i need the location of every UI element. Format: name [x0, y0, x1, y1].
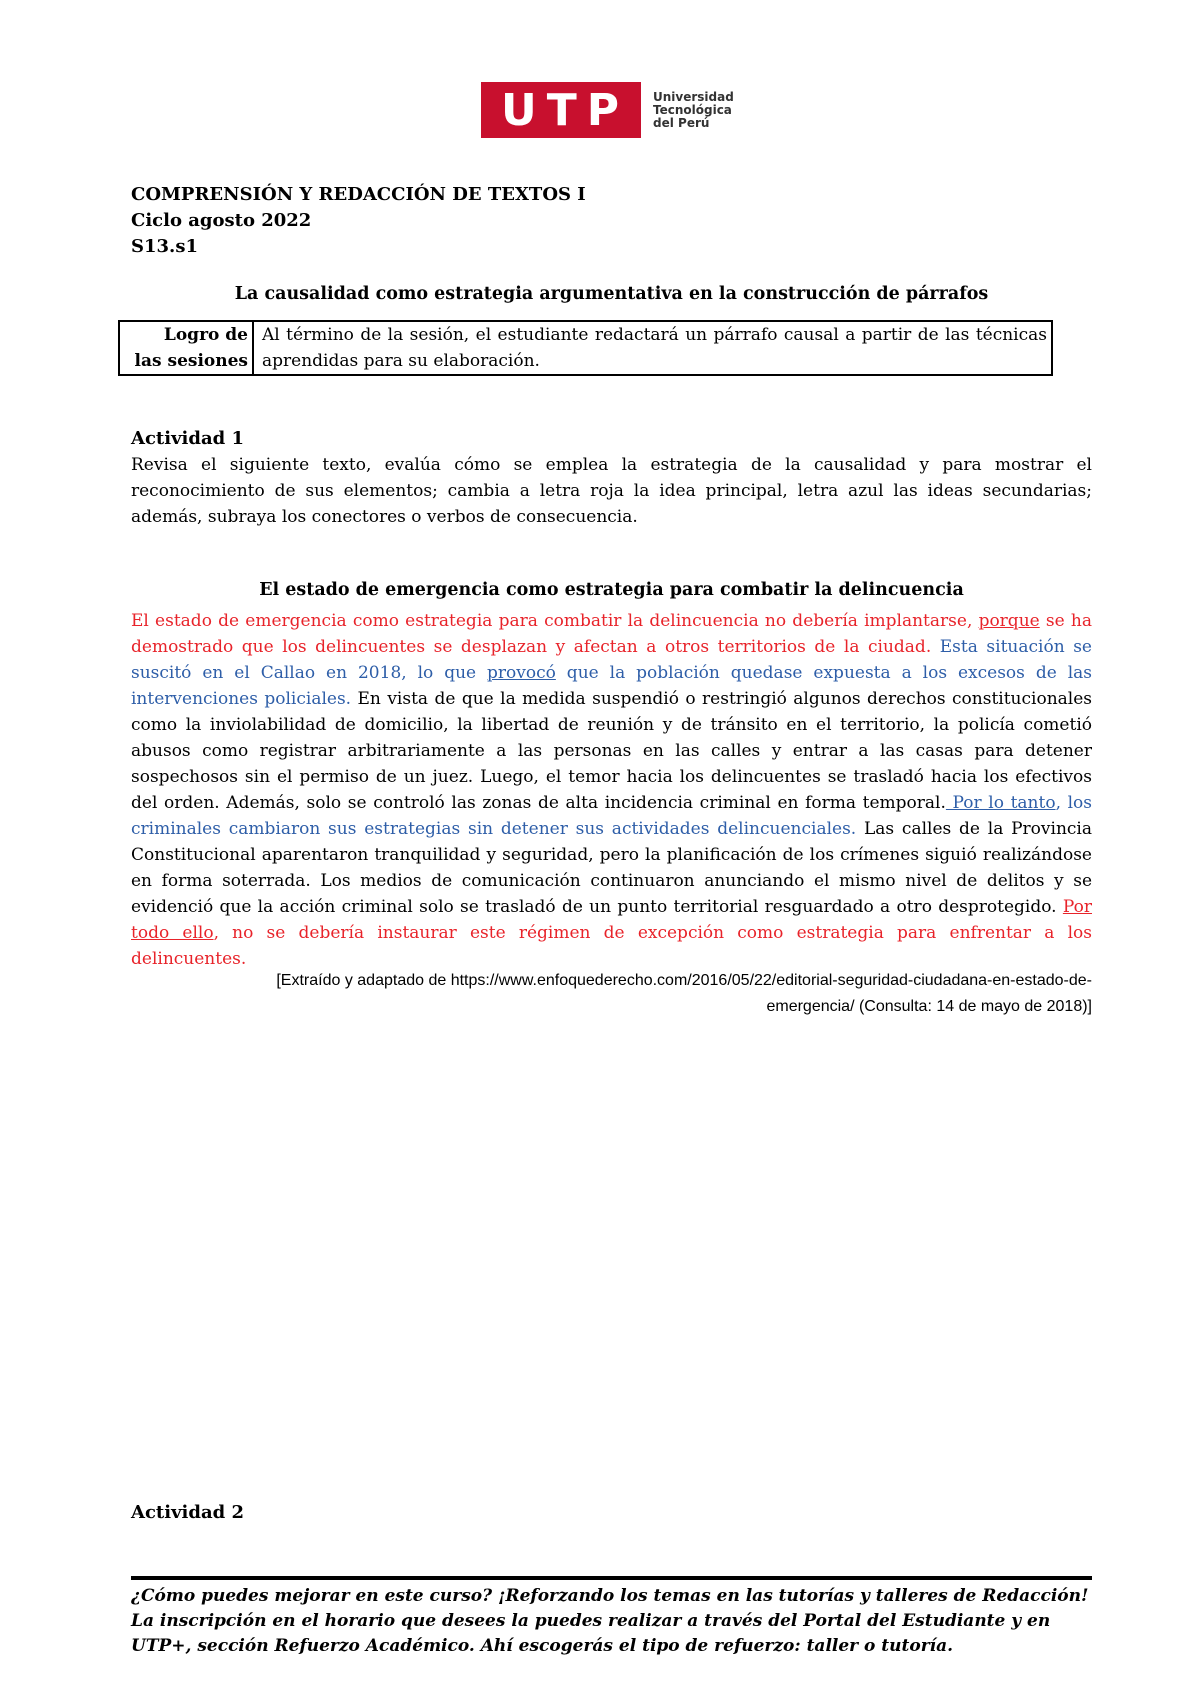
activity-1-title: Actividad 1: [131, 428, 245, 449]
utp-logo: [481, 82, 734, 138]
connector-porque: porque: [978, 611, 1040, 631]
logo-line-2: Tecnológica: [653, 102, 732, 117]
footer-note: ¿Cómo puedes mejorar en este curso? ¡Reforzando los temas en las tutorías y talleres de Redacción! La inscripción en el horario que desees la puedes realizar a través del Portal del Estudiante y en UTP+, sección Refuerzo Académico. Ahí escogerás el tipo de refuerzo: taller o tutoría.: [131, 1586, 1089, 1656]
reading-paragraph: [131, 608, 1092, 972]
main-idea-end: se ha demostrado que los delincuentes se desplazan y afectan a otros territorios de la ciudad.: [131, 611, 1092, 657]
supporting-text-2: Las calles de la Provincia Constitucional aparentaron tranquilidad y seguridad, pero la planificación de los crímenes siguió realizándose en forma soterrada. Los medios de comunicación continuaron anunciando el mismo nivel de delitos y se evidenció que la acción criminal solo se trasladó de un punto territorial resguardado a otro desprotegido.: [131, 819, 1093, 917]
logro-label: [119, 321, 253, 375]
source-line-2: emergencia/ (Consulta: 14 de mayo de 2018)]: [766, 998, 1092, 1015]
session-code: S13.s1: [131, 236, 198, 257]
footer-divider: [131, 1576, 1092, 1580]
course-cycle: Ciclo agosto 2022: [131, 210, 312, 231]
course-name: COMPRENSIÓN Y REDACCIÓN DE TEXTOS I: [131, 184, 586, 205]
main-idea-text: El estado de emergencia como estrategia para combatir la delincuencia no debería implantarse,: [131, 611, 979, 631]
logo-line-1: Universidad: [653, 89, 734, 104]
supporting-text: En vista de que la medida suspendió o restringió algunos derechos constitucionales como la inviolabilidad de domicilio, la libertad de reunión y de tránsito en el territorio, la policía cometió abusos como registrar arbitrariamente a las personas en las calles y entrar a las casas para detener sospechosos sin el permiso de un juez. Luego, el temor hacia los delincuentes se trasladó hacia los efectivos del orden. Además, solo se controló las zonas de alta incidencia criminal en forma temporal.: [131, 689, 1093, 813]
secondary-idea-2-end: , los criminales cambiaron sus estrategias sin detener sus actividades delincuenciales.: [131, 793, 1092, 839]
secondary-idea-1-end: que la población quedase expuesta a los excesos de las intervenciones policiales.: [131, 663, 1092, 709]
logro-text: Al término de la sesión, el estudiante redactará un párrafo causal a partir de las técnicas aprendidas para su elaboración.: [253, 321, 1052, 375]
secondary-idea-1-text: Esta situación se suscitó en el Callao en 2018, lo que: [131, 637, 1092, 683]
connector-por-lo-tanto: Por lo tanto: [945, 793, 1056, 813]
source-line-1: [Extraído y adaptado de https://www.enfoquederecho.com/2016/05/22/editorial-seguridad-ciudadana-en-estado-de-: [276, 972, 1092, 989]
activity-1-instructions: Revisa el siguiente texto, evalúa cómo se emplea la estrategia de la causalidad y para mostrar el reconocimiento de sus elementos; cambia a letra roja la idea principal, letra azul las ideas secundarias; además, subraya los conectores o verbos de consecuencia.: [131, 455, 1092, 527]
logro-row: [119, 321, 1052, 375]
source-citation: [131, 968, 1092, 1020]
session-title: La causalidad como estrategia argumentativa en la construcción de párrafos: [234, 284, 989, 304]
reading-title: El estado de emergencia como estrategia para combatir la delincuencia: [259, 580, 964, 600]
conclusion-end: , no se debería instaurar este régimen de excepción como estrategia para enfrentar a los delincuentes.: [131, 923, 1092, 969]
logo-letters: UTP: [481, 82, 641, 138]
logro-table: [118, 320, 1053, 376]
connector-provoco: provocó: [487, 663, 556, 683]
logo-university-name: [653, 91, 734, 130]
logo-line-3: del Perú: [653, 115, 710, 130]
course-header: [131, 182, 586, 260]
logro-label-line-1: Logro de: [163, 325, 248, 345]
logro-label-line-2: las sesiones: [134, 351, 248, 371]
connector-por-todo-ello: Por todo ello: [131, 897, 1092, 943]
activity-2-title: Actividad 2: [131, 1502, 245, 1523]
